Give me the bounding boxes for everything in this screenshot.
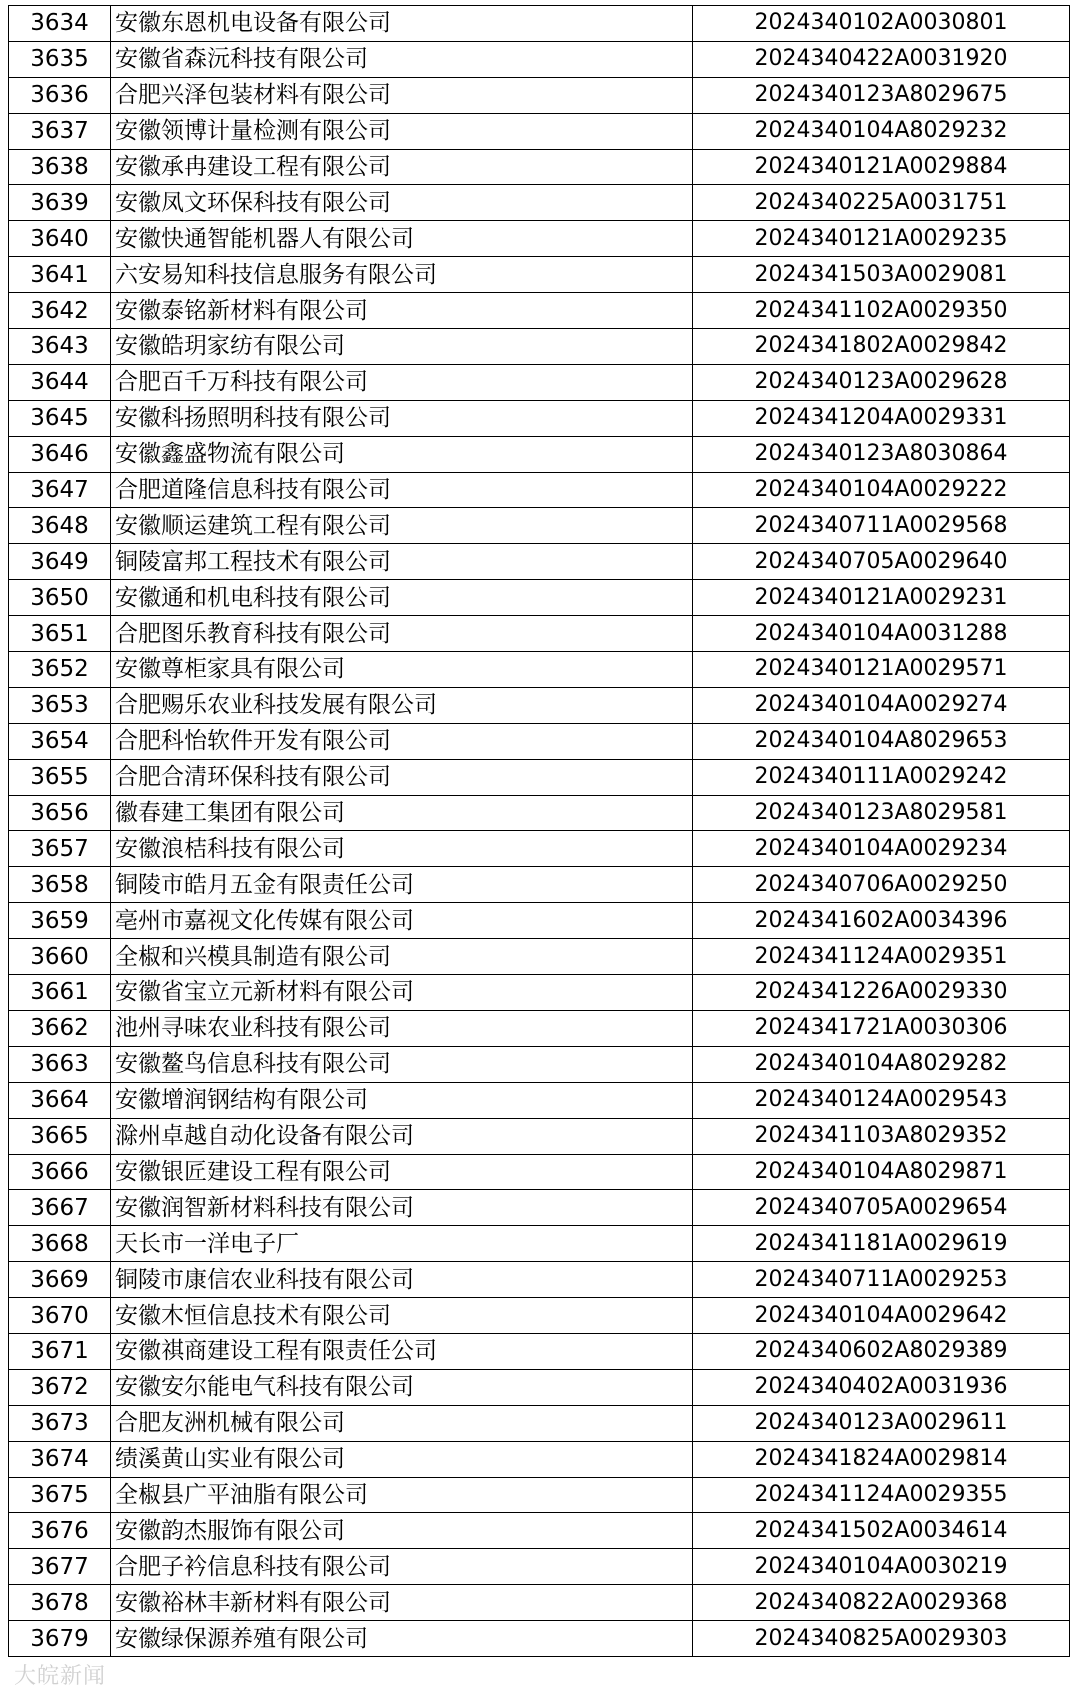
row-number-cell: 3667	[9, 1190, 111, 1226]
table-row	[9, 329, 1070, 365]
row-number-cell: 3669	[9, 1262, 111, 1298]
registration-code-cell: 2024340104A8029653	[693, 723, 1070, 759]
registration-code-cell: 2024340602A8029389	[693, 1333, 1070, 1369]
company-name-cell: 安徽东恩机电设备有限公司	[111, 6, 693, 42]
table-row	[9, 795, 1070, 831]
company-name-cell: 合肥合清环保科技有限公司	[111, 759, 693, 795]
registration-code-cell: 2024340111A0029242	[693, 759, 1070, 795]
registration-code-cell: 2024340711A0029568	[693, 508, 1070, 544]
table-row	[9, 759, 1070, 795]
registration-code-cell: 2024340705A0029640	[693, 544, 1070, 580]
company-name-cell: 全椒县广平油脂有限公司	[111, 1477, 693, 1513]
table-row	[9, 6, 1070, 42]
company-name-cell: 滁州卓越自动化设备有限公司	[111, 1118, 693, 1154]
row-number-cell: 3665	[9, 1118, 111, 1154]
company-name-cell: 安徽通和机电科技有限公司	[111, 580, 693, 616]
company-name-cell: 安徽领博计量检测有限公司	[111, 113, 693, 149]
company-name-cell: 合肥友洲机械有限公司	[111, 1405, 693, 1441]
registration-code-cell: 2024340706A0029250	[693, 867, 1070, 903]
row-number-cell: 3672	[9, 1369, 111, 1405]
table-row	[9, 1298, 1070, 1334]
company-name-cell: 安徽尊柜家具有限公司	[111, 652, 693, 688]
table-row	[9, 1441, 1070, 1477]
company-name-cell: 铜陵富邦工程技术有限公司	[111, 544, 693, 580]
registration-code-cell: 2024340102A0030801	[693, 6, 1070, 42]
company-name-cell: 合肥科怡软件开发有限公司	[111, 723, 693, 759]
table-row	[9, 1513, 1070, 1549]
row-number-cell: 3651	[9, 616, 111, 652]
company-name-cell: 安徽祺商建设工程有限责任公司	[111, 1333, 693, 1369]
company-name-cell: 安徽木恒信息技术有限公司	[111, 1298, 693, 1334]
registration-code-cell: 2024341802A0029842	[693, 329, 1070, 365]
table-row	[9, 400, 1070, 436]
table-row	[9, 257, 1070, 293]
registration-code-cell: 2024340123A0029611	[693, 1405, 1070, 1441]
table-row	[9, 652, 1070, 688]
registration-code-cell: 2024340104A8029282	[693, 1046, 1070, 1082]
company-name-cell: 安徽皓玥家纺有限公司	[111, 329, 693, 365]
registration-code-cell: 2024341503A0029081	[693, 257, 1070, 293]
company-name-cell: 安徽泰铭新材料有限公司	[111, 293, 693, 329]
company-name-cell: 池州寻味农业科技有限公司	[111, 1010, 693, 1046]
registration-code-cell: 2024340104A0029274	[693, 687, 1070, 723]
company-name-cell: 安徽润智新材料科技有限公司	[111, 1190, 693, 1226]
registration-code-cell: 2024341124A0029355	[693, 1477, 1070, 1513]
table-row	[9, 1477, 1070, 1513]
company-name-cell: 合肥子衿信息科技有限公司	[111, 1549, 693, 1585]
row-number-cell: 3634	[9, 6, 111, 42]
row-number-cell: 3677	[9, 1549, 111, 1585]
row-number-cell: 3648	[9, 508, 111, 544]
table-row	[9, 41, 1070, 77]
table-row	[9, 1226, 1070, 1262]
registration-code-cell: 2024341204A0029331	[693, 400, 1070, 436]
registration-code-cell: 2024340121A0029235	[693, 221, 1070, 257]
registration-code-cell: 2024340402A0031936	[693, 1369, 1070, 1405]
row-number-cell: 3670	[9, 1298, 111, 1334]
registration-code-cell: 2024340104A0031288	[693, 616, 1070, 652]
company-name-cell: 安徽鳌鸟信息科技有限公司	[111, 1046, 693, 1082]
registration-code-cell: 2024341103A8029352	[693, 1118, 1070, 1154]
registration-code-cell: 2024340123A8029675	[693, 77, 1070, 113]
row-number-cell: 3638	[9, 149, 111, 185]
company-name-cell: 合肥赐乐农业科技发展有限公司	[111, 687, 693, 723]
row-number-cell: 3644	[9, 364, 111, 400]
registration-code-cell: 2024340124A0029543	[693, 1082, 1070, 1118]
table-row	[9, 436, 1070, 472]
registration-code-cell: 2024341721A0030306	[693, 1010, 1070, 1046]
registration-code-cell: 2024340825A0029303	[693, 1621, 1070, 1657]
registration-code-cell: 2024340705A0029654	[693, 1190, 1070, 1226]
company-name-cell: 合肥图乐教育科技有限公司	[111, 616, 693, 652]
company-name-cell: 安徽科扬照明科技有限公司	[111, 400, 693, 436]
company-name-cell: 安徽韵杰服饰有限公司	[111, 1513, 693, 1549]
registration-code-cell: 2024340104A0029234	[693, 831, 1070, 867]
table-row	[9, 1333, 1070, 1369]
company-name-cell: 徽春建工集团有限公司	[111, 795, 693, 831]
registration-code-cell: 2024340711A0029253	[693, 1262, 1070, 1298]
table-row	[9, 1118, 1070, 1154]
registration-code-cell: 2024341502A0034614	[693, 1513, 1070, 1549]
table-row	[9, 472, 1070, 508]
table-row	[9, 1154, 1070, 1190]
registration-code-cell: 2024340121A0029884	[693, 149, 1070, 185]
table-row	[9, 1262, 1070, 1298]
registration-code-cell: 2024340225A0031751	[693, 185, 1070, 221]
row-number-cell: 3661	[9, 975, 111, 1011]
table-row	[9, 939, 1070, 975]
company-name-cell: 安徽承冉建设工程有限公司	[111, 149, 693, 185]
registration-code-cell: 2024341124A0029351	[693, 939, 1070, 975]
company-name-cell: 安徽安尔能电气科技有限公司	[111, 1369, 693, 1405]
table-row	[9, 723, 1070, 759]
registration-code-cell: 2024340104A0029642	[693, 1298, 1070, 1334]
table-row	[9, 221, 1070, 257]
registration-code-cell: 2024340422A0031920	[693, 41, 1070, 77]
registration-code-cell: 2024340822A0029368	[693, 1585, 1070, 1621]
company-name-cell: 安徽省森沅科技有限公司	[111, 41, 693, 77]
company-name-cell: 安徽省宝立元新材料有限公司	[111, 975, 693, 1011]
table-row	[9, 580, 1070, 616]
row-number-cell: 3646	[9, 436, 111, 472]
company-name-cell: 安徽顺运建筑工程有限公司	[111, 508, 693, 544]
watermark-text: 大皖新闻	[14, 1664, 107, 1689]
table-row	[9, 1405, 1070, 1441]
row-number-cell: 3647	[9, 472, 111, 508]
row-number-cell: 3671	[9, 1333, 111, 1369]
table-row	[9, 975, 1070, 1011]
registration-code-cell: 2024340104A0030219	[693, 1549, 1070, 1585]
table-row	[9, 544, 1070, 580]
registration-code-cell: 2024340104A0029222	[693, 472, 1070, 508]
row-number-cell: 3657	[9, 831, 111, 867]
table-row	[9, 364, 1070, 400]
row-number-cell: 3654	[9, 723, 111, 759]
table-row	[9, 687, 1070, 723]
table-row	[9, 903, 1070, 939]
row-number-cell: 3637	[9, 113, 111, 149]
table-row	[9, 113, 1070, 149]
table-row	[9, 1369, 1070, 1405]
company-name-cell: 合肥兴泽包装材料有限公司	[111, 77, 693, 113]
company-name-cell: 全椒和兴模具制造有限公司	[111, 939, 693, 975]
table-row	[9, 293, 1070, 329]
row-number-cell: 3639	[9, 185, 111, 221]
company-name-cell: 安徽绿保源养殖有限公司	[111, 1621, 693, 1657]
row-number-cell: 3664	[9, 1082, 111, 1118]
table-row	[9, 149, 1070, 185]
table-row	[9, 867, 1070, 903]
row-number-cell: 3675	[9, 1477, 111, 1513]
row-number-cell: 3650	[9, 580, 111, 616]
table-row	[9, 1585, 1070, 1621]
registration-code-cell: 2024341602A0034396	[693, 903, 1070, 939]
company-name-cell: 安徽快通智能机器人有限公司	[111, 221, 693, 257]
row-number-cell: 3659	[9, 903, 111, 939]
row-number-cell: 3635	[9, 41, 111, 77]
company-name-cell: 铜陵市皓月五金有限责任公司	[111, 867, 693, 903]
registration-code-cell: 2024340123A8030864	[693, 436, 1070, 472]
row-number-cell: 3643	[9, 329, 111, 365]
company-name-cell: 安徽鑫盛物流有限公司	[111, 436, 693, 472]
company-name-cell: 亳州市嘉视文化传媒有限公司	[111, 903, 693, 939]
registration-code-cell: 2024340123A8029581	[693, 795, 1070, 831]
table-row	[9, 831, 1070, 867]
registration-code-cell: 2024340121A0029571	[693, 652, 1070, 688]
row-number-cell: 3673	[9, 1405, 111, 1441]
row-number-cell: 3658	[9, 867, 111, 903]
registration-code-cell: 2024341102A0029350	[693, 293, 1070, 329]
table-row	[9, 1190, 1070, 1226]
table-row	[9, 1549, 1070, 1585]
table-row	[9, 1046, 1070, 1082]
table-row	[9, 185, 1070, 221]
registration-code-cell: 2024340123A0029628	[693, 364, 1070, 400]
row-number-cell: 3641	[9, 257, 111, 293]
company-name-cell: 六安易知科技信息服务有限公司	[111, 257, 693, 293]
registration-code-cell: 2024341824A0029814	[693, 1441, 1070, 1477]
company-name-cell: 安徽增润钢结构有限公司	[111, 1082, 693, 1118]
table-row	[9, 508, 1070, 544]
registration-code-cell: 2024341181A0029619	[693, 1226, 1070, 1262]
registration-code-cell: 2024340104A8029232	[693, 113, 1070, 149]
row-number-cell: 3655	[9, 759, 111, 795]
company-name-cell: 安徽银匠建设工程有限公司	[111, 1154, 693, 1190]
table-row	[9, 77, 1070, 113]
company-name-cell: 安徽凤文环保科技有限公司	[111, 185, 693, 221]
table-row	[9, 1621, 1070, 1657]
company-name-cell: 铜陵市康信农业科技有限公司	[111, 1262, 693, 1298]
row-number-cell: 3676	[9, 1513, 111, 1549]
row-number-cell: 3652	[9, 652, 111, 688]
registration-code-cell: 2024341226A0029330	[693, 975, 1070, 1011]
row-number-cell: 3668	[9, 1226, 111, 1262]
row-number-cell: 3660	[9, 939, 111, 975]
row-number-cell: 3636	[9, 77, 111, 113]
registration-code-cell: 2024340104A8029871	[693, 1154, 1070, 1190]
row-number-cell: 3653	[9, 687, 111, 723]
table-row	[9, 1010, 1070, 1046]
table-body	[9, 6, 1070, 1657]
row-number-cell: 3674	[9, 1441, 111, 1477]
table-row	[9, 616, 1070, 652]
company-name-cell: 天长市一洋电子厂	[111, 1226, 693, 1262]
row-number-cell: 3678	[9, 1585, 111, 1621]
company-name-cell: 安徽浪桔科技有限公司	[111, 831, 693, 867]
row-number-cell: 3663	[9, 1046, 111, 1082]
row-number-cell: 3656	[9, 795, 111, 831]
row-number-cell: 3662	[9, 1010, 111, 1046]
row-number-cell: 3642	[9, 293, 111, 329]
table-row	[9, 1082, 1070, 1118]
company-name-cell: 合肥道隆信息科技有限公司	[111, 472, 693, 508]
company-name-cell: 合肥百千万科技有限公司	[111, 364, 693, 400]
company-name-cell: 安徽裕林丰新材料有限公司	[111, 1585, 693, 1621]
row-number-cell: 3666	[9, 1154, 111, 1190]
row-number-cell: 3649	[9, 544, 111, 580]
company-registry-table	[8, 5, 1070, 1657]
registration-code-cell: 2024340121A0029231	[693, 580, 1070, 616]
row-number-cell: 3679	[9, 1621, 111, 1657]
row-number-cell: 3645	[9, 400, 111, 436]
company-name-cell: 绩溪黄山实业有限公司	[111, 1441, 693, 1477]
row-number-cell: 3640	[9, 221, 111, 257]
